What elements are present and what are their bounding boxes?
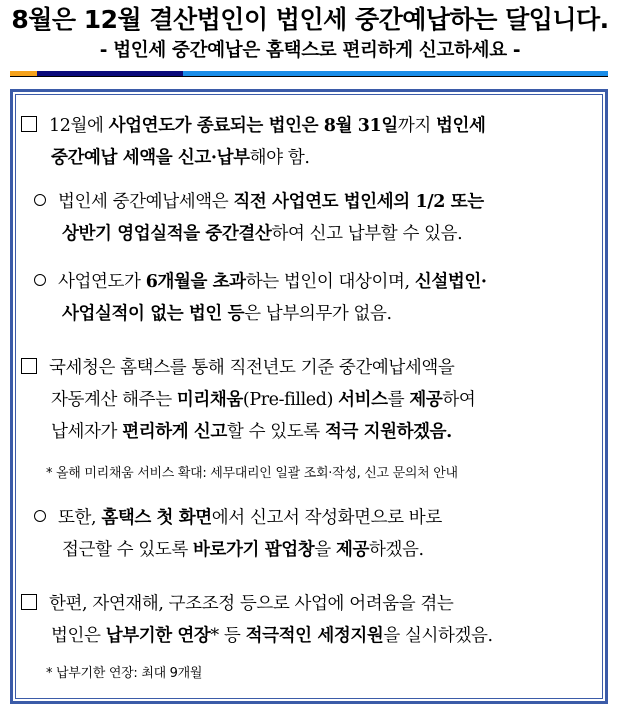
section-2-line-2 bbox=[34, 218, 484, 250]
bold-text-run: 제공 bbox=[335, 540, 369, 560]
bold-text-run: 중간예납 세액을 신고·납부 bbox=[51, 148, 250, 168]
bold-text-run: 6개월을 초과 bbox=[145, 272, 246, 292]
text-run: 하는 법인이 대상이며, bbox=[245, 272, 415, 292]
text-run: 를 bbox=[387, 390, 410, 410]
bold-text-run: 상반기 영업실적을 중간결산 bbox=[62, 224, 272, 244]
section-3-line-1 bbox=[34, 266, 487, 298]
text-run: 할 수 있도록 bbox=[226, 422, 325, 442]
bold-text-run: 바로가기 팝업창 bbox=[193, 540, 315, 560]
color-bar-blue-segment bbox=[183, 71, 608, 76]
section-1-line-2 bbox=[21, 142, 597, 174]
section-4-line-1 bbox=[21, 352, 475, 384]
bold-text-run: 사업실적이 없는 법인 등 bbox=[62, 304, 245, 324]
circle-bullet-icon bbox=[34, 510, 46, 522]
page-subtitle: - 법인세 중간예납은 홈택스로 편리하게 신고하세요 - bbox=[99, 40, 521, 61]
section-4-footnote: * 올해 미리채움 서비스 확대: 세무대리인 일괄 조회·작성, 신고 문의처 안내 bbox=[46, 466, 458, 481]
text-run: * 등 bbox=[210, 626, 246, 646]
page-title: 8월은 12월 결산법인이 법인세 중간예납하는 달입니다. bbox=[11, 5, 609, 34]
bold-text-run: 신설법인· bbox=[414, 272, 487, 292]
section-5-line-1 bbox=[34, 502, 442, 534]
bold-text-run: 법인세 bbox=[436, 116, 486, 136]
section-5-paragraph bbox=[34, 502, 442, 566]
text-run: 을 실시하겠음. bbox=[383, 626, 493, 646]
bold-text-run: 편리하게 신고 bbox=[122, 422, 227, 442]
text-run: (Pre-filled) bbox=[242, 390, 339, 410]
section-4-paragraph bbox=[21, 352, 475, 448]
text-run: 자동계산 해주는 bbox=[51, 390, 177, 410]
text-run: 해야 함. bbox=[249, 148, 310, 168]
text-run: 국세청은 홈택스를 통해 직전년도 기준 중간예납세액을 bbox=[49, 358, 455, 378]
bold-text-run: 제공 bbox=[409, 390, 443, 410]
color-bar-orange-segment bbox=[10, 71, 37, 76]
text-run: 사업연도가 bbox=[58, 272, 146, 292]
bold-text-run: 적극적인 세정지원 bbox=[245, 626, 384, 646]
section-4-line-3 bbox=[21, 416, 475, 448]
circle-bullet-icon bbox=[34, 194, 46, 206]
text-run: 까지 bbox=[397, 116, 437, 136]
section-3-line-2 bbox=[34, 298, 487, 330]
text-run: 하여 신고 납부할 수 있음. bbox=[271, 224, 463, 244]
text-run: 납세자가 bbox=[51, 422, 123, 442]
text-run: 을 bbox=[314, 540, 336, 560]
square-bullet-icon bbox=[21, 594, 37, 610]
text-run: 은 납부의무가 없음. bbox=[244, 304, 392, 324]
text-run: 법인은 bbox=[51, 626, 106, 646]
section-2-line-1 bbox=[34, 186, 484, 218]
section-3-paragraph bbox=[34, 266, 487, 330]
decorative-color-bar bbox=[10, 71, 608, 77]
section-2-paragraph bbox=[34, 186, 484, 250]
square-bullet-icon bbox=[21, 358, 37, 374]
bold-text-run: 미리채움 bbox=[176, 390, 243, 410]
circle-bullet-icon bbox=[34, 274, 46, 286]
section-1-line-1 bbox=[21, 110, 597, 142]
section-1-paragraph bbox=[21, 110, 597, 174]
text-run: 한편, 자연재해, 구조조정 등으로 사업에 어려움을 겪는 bbox=[49, 594, 454, 614]
section-5-line-2 bbox=[34, 534, 442, 566]
section-6-footnote: * 납부기한 연장: 최대 9개월 bbox=[46, 666, 203, 681]
square-bullet-icon bbox=[21, 116, 37, 132]
section-6-line-1 bbox=[21, 588, 493, 620]
text-run: 12월에 bbox=[49, 116, 109, 136]
bold-text-run: 서비스 bbox=[338, 390, 388, 410]
text-run: 에서 신고서 작성화면으로 바로 bbox=[211, 508, 442, 528]
section-6-paragraph bbox=[21, 588, 493, 652]
text-run: 접근할 수 있도록 bbox=[62, 540, 194, 560]
bold-text-run: 적극 지원하겠음. bbox=[324, 422, 452, 442]
text-run: 하여 bbox=[442, 390, 476, 410]
color-bar-navy-segment bbox=[37, 71, 183, 76]
bold-text-run: 직전 사업연도 법인세의 1/2 또는 bbox=[233, 192, 484, 212]
text-run: 법인세 중간예납세액은 bbox=[58, 192, 234, 212]
bold-text-run: 홈택스 첫 화면 bbox=[101, 508, 212, 528]
text-run: 또한, bbox=[58, 508, 102, 528]
section-6-line-2 bbox=[21, 620, 493, 652]
section-4-line-2 bbox=[21, 384, 475, 416]
bold-text-run: 사업연도가 종료되는 법인은 8월 31일 bbox=[108, 116, 398, 136]
text-run: 하겠음. bbox=[368, 540, 424, 560]
bold-text-run: 납부기한 연장 bbox=[105, 626, 211, 646]
